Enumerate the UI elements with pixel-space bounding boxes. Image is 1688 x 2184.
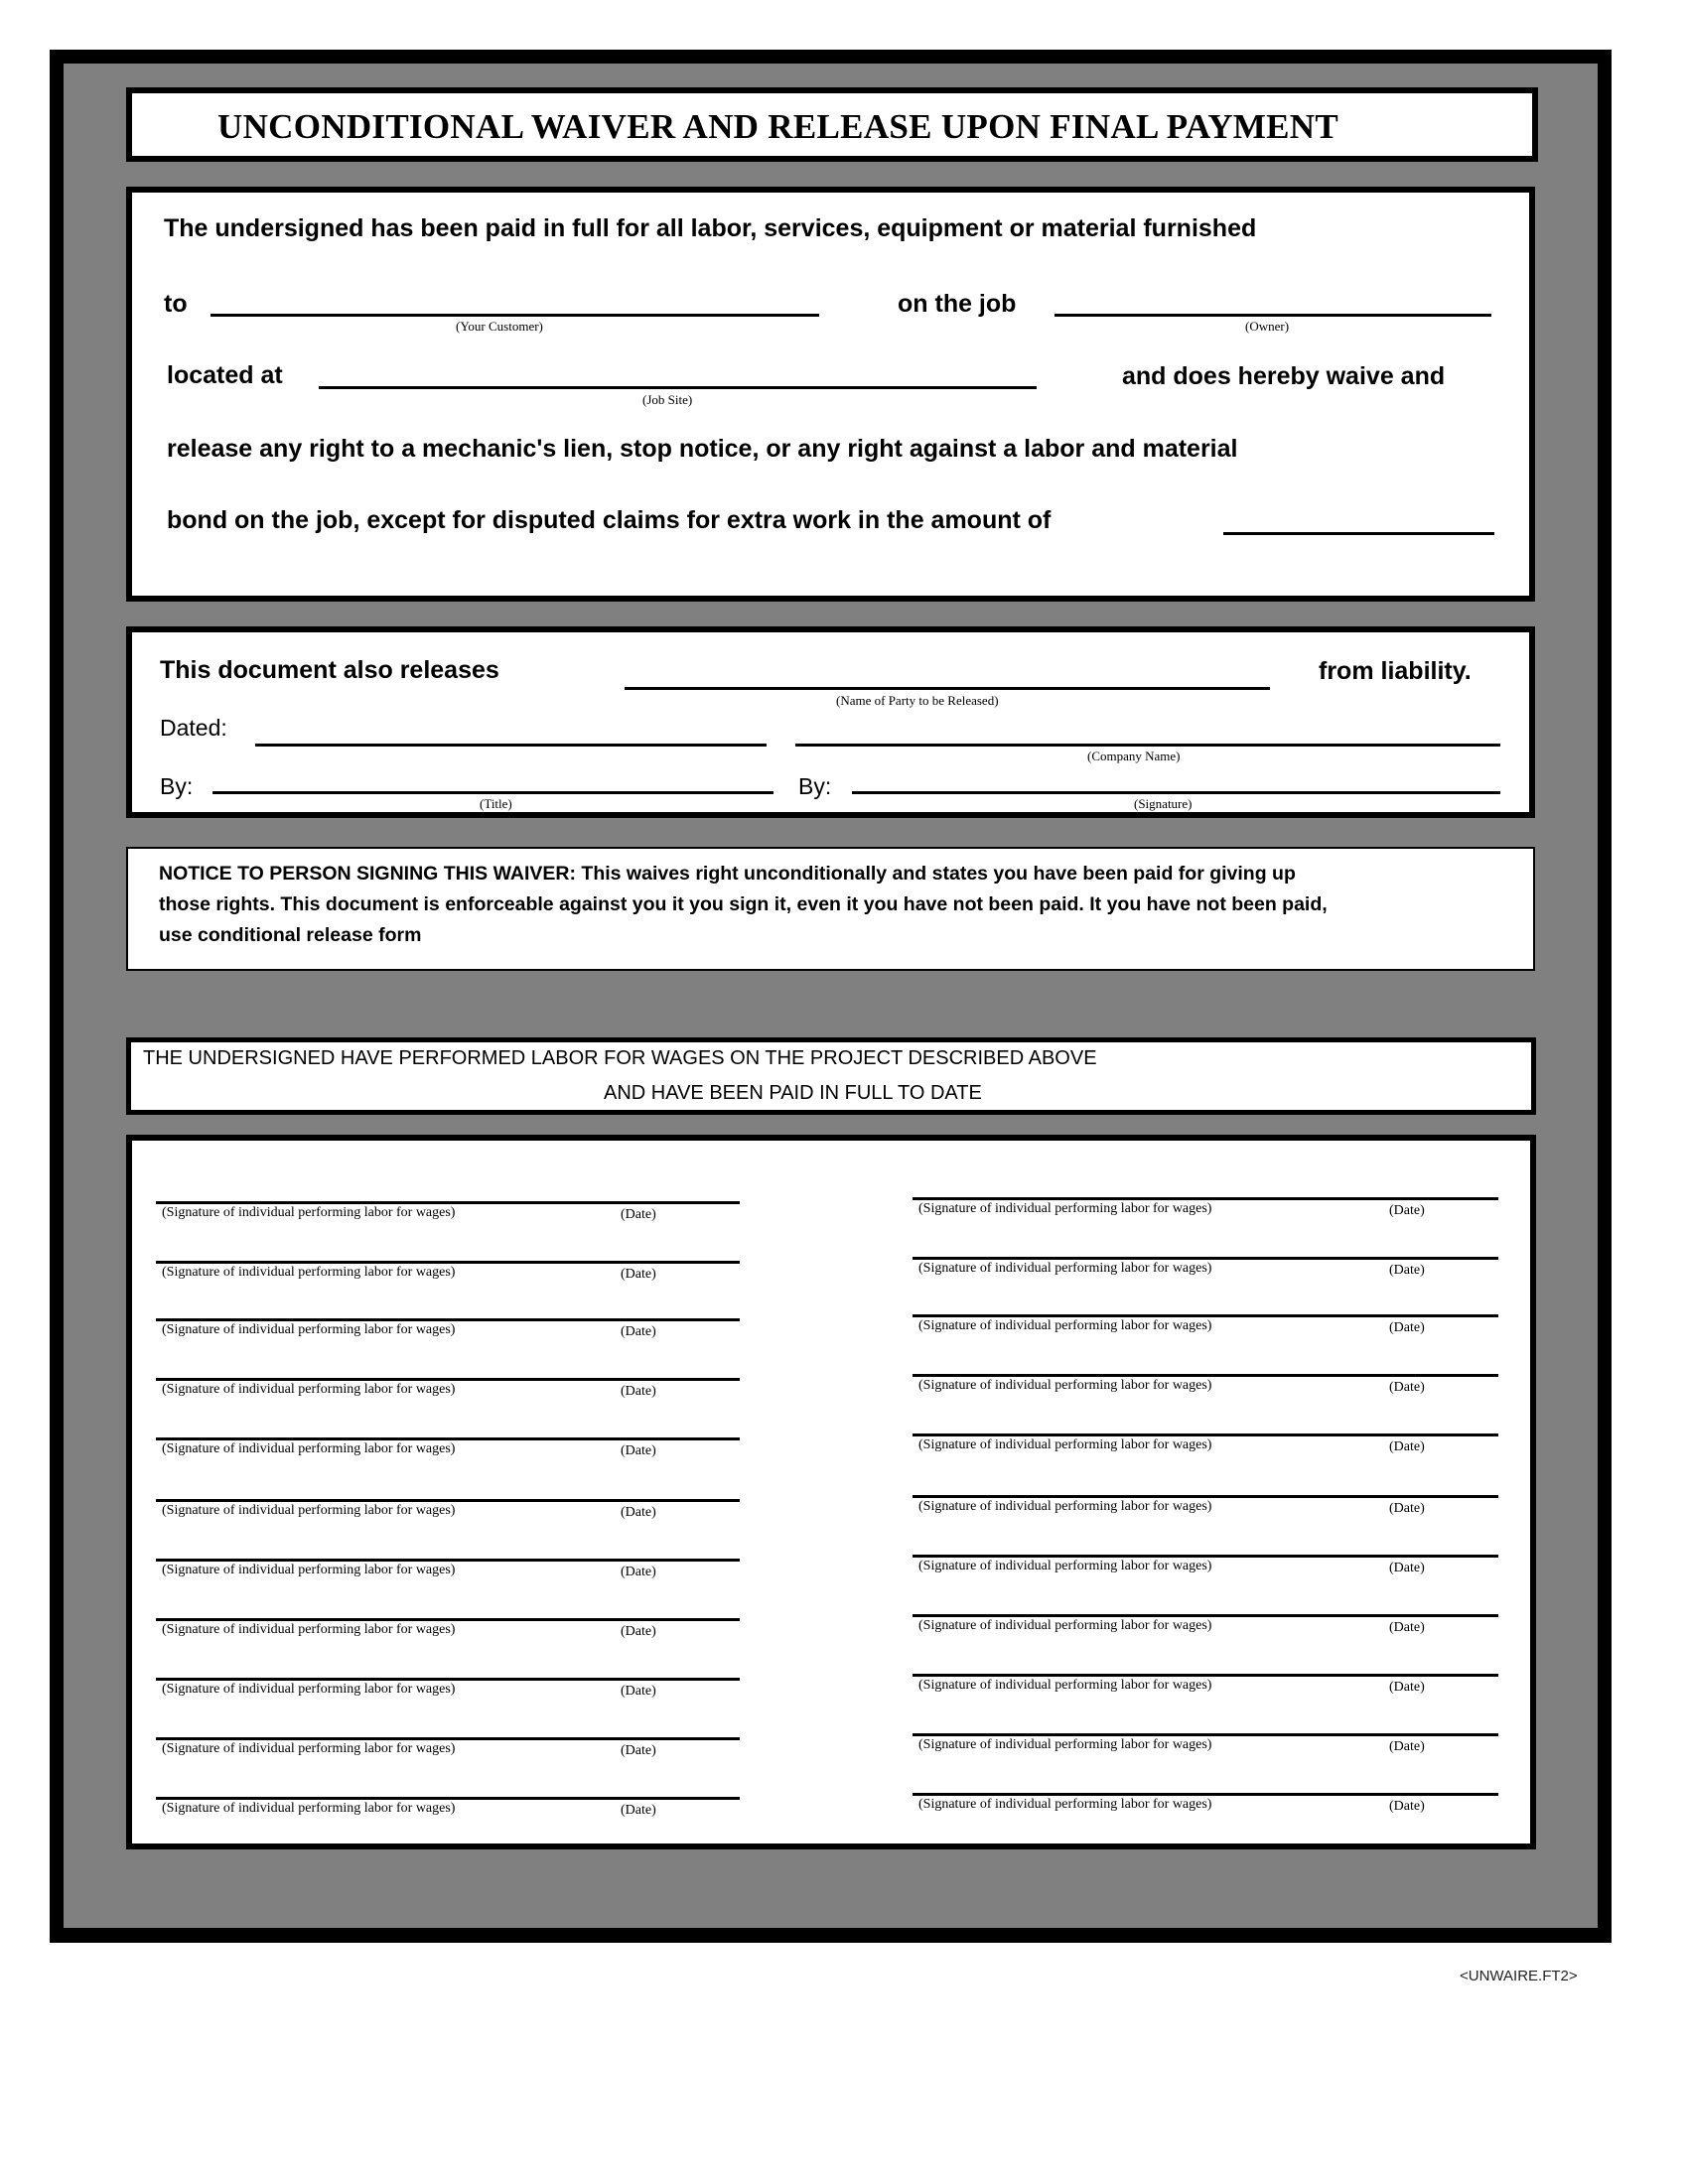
signature-caption: (Signature of individual performing labor for wages) — [162, 1322, 456, 1337]
by-label-right: By: — [798, 773, 832, 799]
date-caption: (Date) — [1389, 1561, 1425, 1575]
date-caption: (Date) — [621, 1324, 656, 1339]
signature-line[interactable] — [913, 1674, 1498, 1677]
also-releases-label: This document also releases — [160, 656, 499, 684]
signature-caption: (Signature of individual performing labor for wages) — [162, 1622, 456, 1637]
amount-field[interactable] — [1223, 532, 1494, 535]
release-line-5: bond on the job, except for disputed claims for extra work in the amount of — [167, 506, 1052, 534]
signature-line[interactable] — [156, 1378, 740, 1381]
to-label: to — [164, 290, 188, 318]
by-label-left: By: — [160, 773, 194, 799]
signature-line[interactable] — [913, 1197, 1498, 1200]
signature-caption: (Signature of individual performing labor for wages) — [162, 1382, 456, 1397]
date-caption: (Date) — [621, 1803, 656, 1818]
notice-line-3: use conditional release form — [159, 924, 422, 946]
labor-header-line-1: THE UNDERSIGNED HAVE PERFORMED LABOR FOR WAGES ON THE PROJECT DESCRIBED ABOVE — [143, 1047, 1097, 1069]
signature-line[interactable] — [156, 1201, 740, 1204]
signature-caption: (Signature of individual performing labor for wages) — [918, 1797, 1212, 1812]
customer-caption: (Your Customer) — [456, 319, 543, 334]
notice-line-1: NOTICE TO PERSON SIGNING THIS WAIVER: This waives right unconditionally and states you have been paid for giving up — [159, 863, 1296, 885]
signature-line[interactable] — [156, 1678, 740, 1681]
party-caption: (Name of Party to be Released) — [836, 693, 999, 708]
date-caption: (Date) — [1389, 1501, 1425, 1516]
date-caption: (Date) — [621, 1384, 656, 1399]
jobsite-field[interactable] — [319, 386, 1037, 389]
dated-label: Dated: — [160, 715, 227, 741]
date-caption: (Date) — [621, 1684, 656, 1699]
signature-caption: (Signature of individual performing labor for wages) — [918, 1378, 1212, 1393]
release-section — [126, 187, 1535, 602]
date-caption: (Date) — [1389, 1263, 1425, 1278]
signature-line[interactable] — [913, 1733, 1498, 1736]
signature-caption: (Signature of individual performing labor for wages) — [918, 1678, 1212, 1693]
signature-line[interactable] — [913, 1614, 1498, 1617]
date-caption: (Date) — [1389, 1620, 1425, 1635]
signature-caption: (Signature of individual performing labor for wages) — [918, 1559, 1212, 1573]
signature-caption: (Signature of individual performing labor for wages) — [918, 1618, 1212, 1633]
signature-caption: (Signature of individual performing labor for wages) — [918, 1201, 1212, 1216]
signature-line[interactable] — [913, 1433, 1498, 1436]
date-caption: (Date) — [1389, 1203, 1425, 1218]
signature-caption: (Signature of individual performing labor for wages) — [162, 1801, 456, 1816]
signature-caption: (Signature of individual performing labor for wages) — [162, 1503, 456, 1518]
form-code: <UNWAIRE.FT2> — [1460, 1968, 1578, 1984]
date-caption: (Date) — [621, 1565, 656, 1579]
jobsite-caption: (Job Site) — [642, 392, 693, 407]
signature-caption: (Signature) — [1134, 796, 1193, 811]
date-caption: (Date) — [621, 1443, 656, 1458]
signature-line[interactable] — [913, 1555, 1498, 1558]
party-section — [126, 626, 1535, 818]
located-label: located at — [167, 361, 283, 389]
notice-box — [126, 847, 1535, 971]
signature-caption: (Signature of individual performing labor for wages) — [918, 1499, 1212, 1514]
party-field[interactable] — [625, 687, 1270, 690]
date-caption: (Date) — [1389, 1380, 1425, 1395]
date-caption: (Date) — [621, 1207, 656, 1222]
owner-field[interactable] — [1055, 314, 1491, 317]
date-caption: (Date) — [621, 1624, 656, 1639]
company-field[interactable] — [795, 744, 1500, 747]
customer-field[interactable] — [211, 314, 819, 317]
signature-line[interactable] — [156, 1437, 740, 1440]
signature-field[interactable] — [852, 791, 1500, 794]
notice-line-2: those rights. This document is enforceable against you it you sign it, even it you have not been paid. It you have not been paid, — [159, 893, 1328, 915]
release-line-4: release any right to a mechanic's lien, stop notice, or any right against a labor and material — [167, 435, 1238, 463]
date-caption: (Date) — [1389, 1439, 1425, 1454]
page-title: UNCONDITIONAL WAIVER AND RELEASE UPON FINAL PAYMENT — [217, 107, 1338, 146]
from-liability-label: from liability. — [1319, 657, 1472, 685]
signature-caption: (Signature of individual performing labor for wages) — [918, 1737, 1212, 1752]
signature-line[interactable] — [913, 1374, 1498, 1377]
signature-caption: (Signature of individual performing labor for wages) — [918, 1318, 1212, 1333]
signature-caption: (Signature of individual performing labor for wages) — [162, 1441, 456, 1456]
signature-caption: (Signature of individual performing labor for wages) — [162, 1741, 456, 1756]
title-caption: (Title) — [480, 796, 512, 811]
signature-line[interactable] — [913, 1257, 1498, 1260]
on-job-label: on the job — [898, 290, 1017, 318]
labor-header-box — [126, 1037, 1536, 1115]
title-box — [126, 87, 1538, 162]
signature-line[interactable] — [156, 1261, 740, 1264]
signature-caption: (Signature of individual performing labor for wages) — [162, 1265, 456, 1280]
title-field[interactable] — [212, 791, 774, 794]
dated-field[interactable] — [255, 744, 767, 747]
date-caption: (Date) — [1389, 1320, 1425, 1335]
labor-header-line-2: AND HAVE BEEN PAID IN FULL TO DATE — [604, 1082, 982, 1104]
signature-caption: (Signature of individual performing labor for wages) — [918, 1437, 1212, 1452]
signature-line[interactable] — [156, 1318, 740, 1321]
signature-line[interactable] — [156, 1737, 740, 1740]
release-line-1: The undersigned has been paid in full for all labor, services, equipment or material furnished — [164, 214, 1257, 242]
date-caption: (Date) — [1389, 1680, 1425, 1695]
signature-caption: (Signature of individual performing labor for wages) — [162, 1563, 456, 1577]
signature-line[interactable] — [913, 1495, 1498, 1498]
signature-rows-box — [126, 1135, 1536, 1849]
date-caption: (Date) — [621, 1505, 656, 1520]
signature-caption: (Signature of individual performing labor for wages) — [918, 1261, 1212, 1276]
signature-caption: (Signature of individual performing labor for wages) — [162, 1205, 456, 1220]
date-caption: (Date) — [621, 1743, 656, 1758]
signature-line[interactable] — [156, 1499, 740, 1502]
signature-line[interactable] — [156, 1618, 740, 1621]
company-caption: (Company Name) — [1087, 749, 1181, 763]
signature-line[interactable] — [913, 1314, 1498, 1317]
signature-line[interactable] — [156, 1559, 740, 1562]
owner-caption: (Owner) — [1245, 319, 1290, 334]
date-caption: (Date) — [1389, 1739, 1425, 1754]
signature-line[interactable] — [913, 1793, 1498, 1796]
date-caption: (Date) — [1389, 1799, 1425, 1814]
waive-label: and does hereby waive and — [1122, 362, 1446, 390]
date-caption: (Date) — [621, 1267, 656, 1282]
signature-caption: (Signature of individual performing labor for wages) — [162, 1682, 456, 1697]
notice-text — [159, 859, 1328, 951]
signature-line[interactable] — [156, 1797, 740, 1800]
